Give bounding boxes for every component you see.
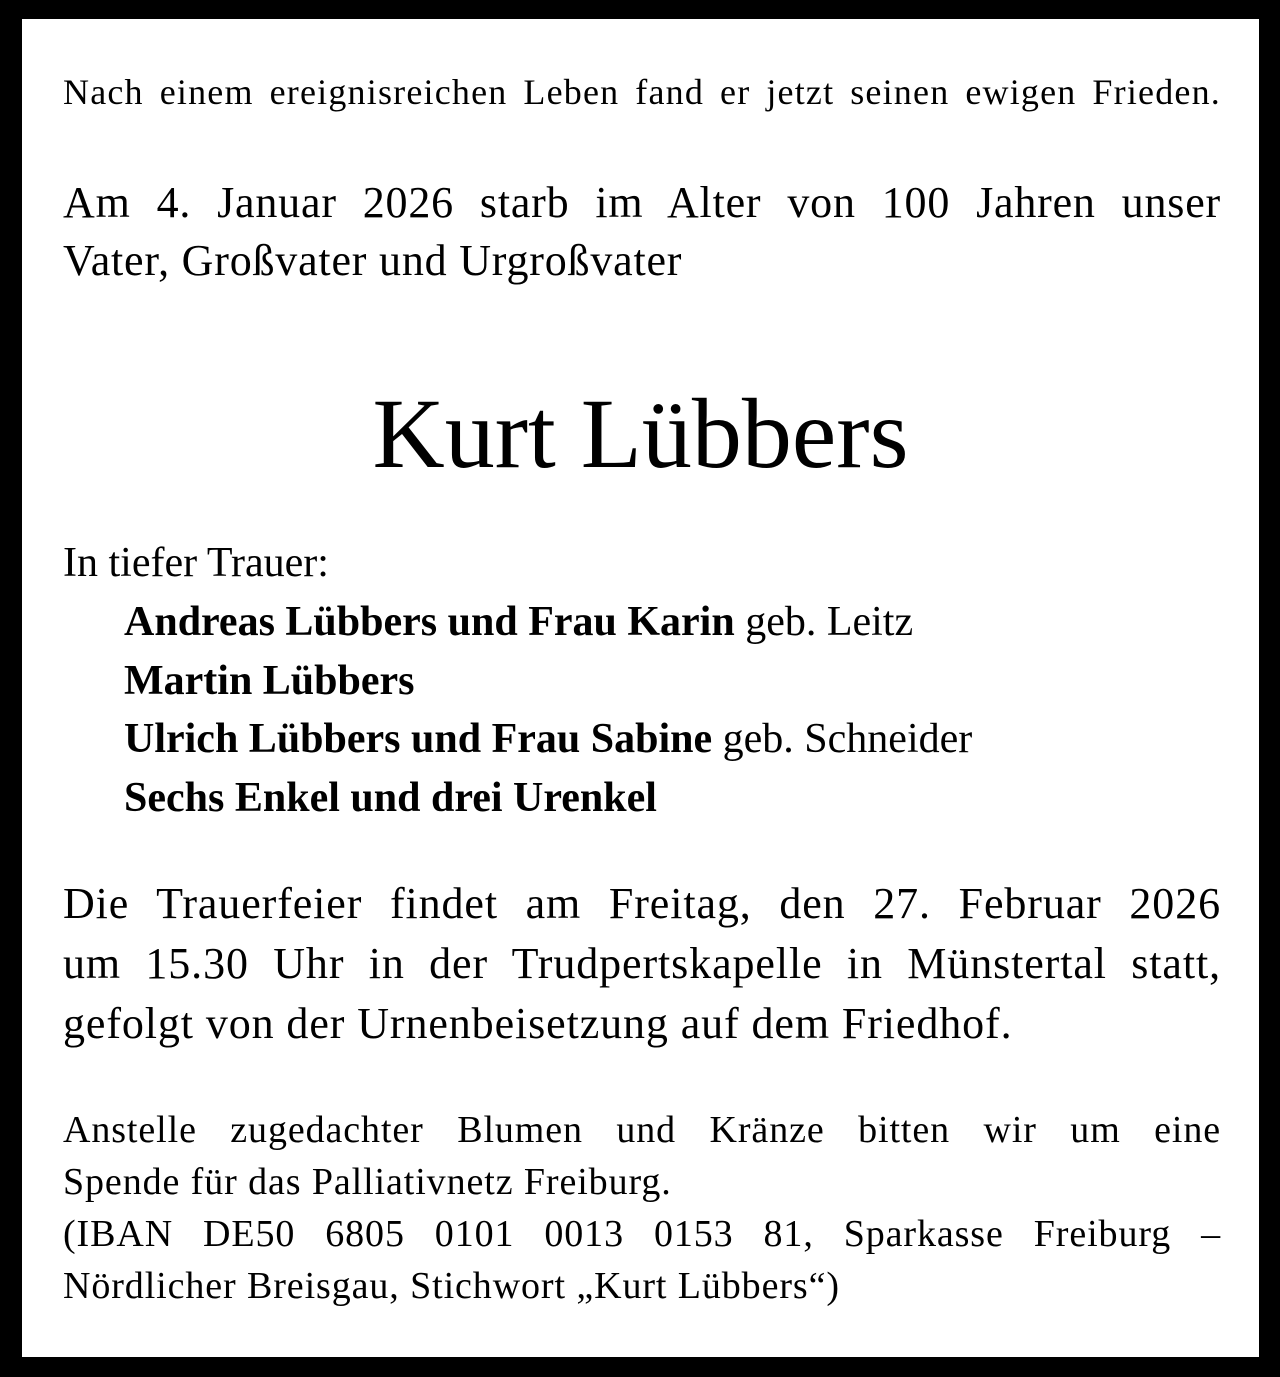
intro-text <box>63 69 1221 115</box>
ceremony-line: Die Trauerfeier findet am Freitag, den 27. Februar 2026 <box>63 879 1221 928</box>
ceremony-line: um 15.30 Uhr in der Trudpertskapelle in Münstertal statt, <box>63 939 1221 988</box>
donation-line: Spende für das Palliativnetz Freiburg. <box>63 1161 672 1203</box>
mourner-name: Ulrich Lübbers und Frau Sabine <box>124 716 713 762</box>
mourner-note: geb. Schneider <box>712 716 973 762</box>
mourning-heading: In tiefer Trauer: <box>63 540 329 586</box>
mourner-name: Sechs Enkel und drei Urenkel <box>124 774 657 821</box>
intro-line: Nach einem ereignisreichen Leben fand er jetzt seinen ewigen Frieden. <box>63 72 1221 112</box>
mourner-name: Martin Lübbers <box>124 657 415 704</box>
donation-line: Anstelle zugedachter Blumen und Kränze bitten wir um eine <box>63 1109 1221 1151</box>
death-line: Am 4. Januar 2026 starb im Alter von 100 Jahren unser <box>63 178 1221 227</box>
ceremony-line: gefolgt von der Urnenbeisetzung auf dem Friedhof. <box>63 999 1013 1048</box>
death-line: Vater, Großvater und Urgroßvater <box>63 236 683 285</box>
deceased-name: Kurt Lübbers <box>372 378 909 489</box>
donation-line: Nördlicher Breisgau, Stichwort „Kurt Lübbers“) <box>63 1265 840 1307</box>
donation-request <box>63 1104 1221 1312</box>
mourner-entry <box>124 652 972 711</box>
mourner-note: geb. Leitz <box>734 599 914 645</box>
mourner-name: Andreas Lübbers und Frau Karin <box>124 599 735 645</box>
donation-line: (IBAN DE50 6805 0101 0013 0153 81, Sparkasse Freiburg – <box>63 1213 1221 1255</box>
mourners-list <box>124 593 972 827</box>
ceremony-details <box>63 874 1221 1054</box>
obituary-notice <box>22 19 1259 1357</box>
mourner-entry <box>124 769 972 828</box>
death-announcement <box>63 174 1221 290</box>
mourner-entry <box>124 710 972 769</box>
mourner-entry <box>124 593 972 652</box>
